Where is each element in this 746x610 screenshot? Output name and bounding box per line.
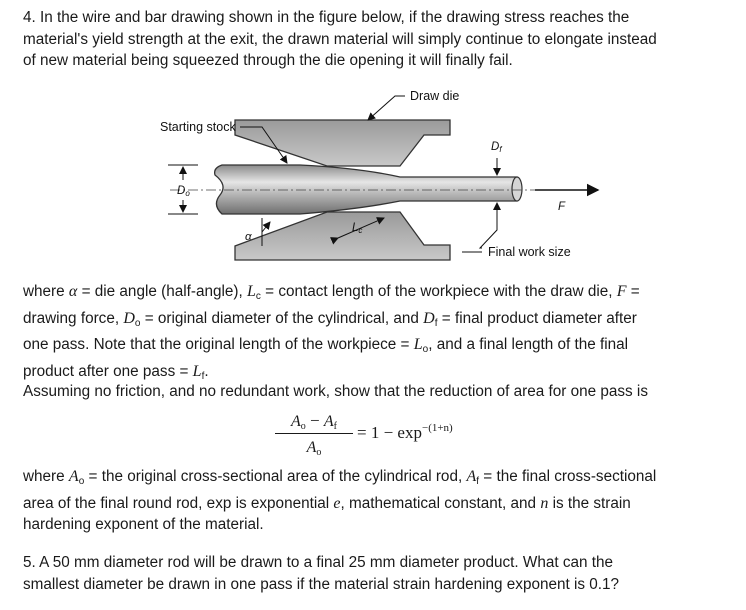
equation-denominator: $A_o$ xyxy=(306,439,322,458)
area-definitions-text xyxy=(23,466,735,536)
alpha-label: α xyxy=(245,231,252,243)
rod-end-face xyxy=(512,177,522,201)
q4-line-2: material's yield strength at the exit, the drawn material will simply continue to elongate instead xyxy=(23,30,657,48)
wire-drawing-figure xyxy=(0,0,746,270)
definitions-text xyxy=(23,281,735,387)
def-line-4: product after one pass = $L_f$. xyxy=(23,362,209,382)
area-def-line-3: hardening exponent of the material. xyxy=(23,516,264,533)
def-line-3: one pass. Note that the original length of the workpiece = $L_o$, and a final length of the final xyxy=(23,336,629,355)
q5-line-1: 5. A 50 mm diameter rod will be drawn to a final 25 mm diameter product. What can the xyxy=(23,554,614,571)
alpha-arrow xyxy=(262,222,270,232)
question-5-text xyxy=(23,552,735,595)
draw-die-label: Draw die xyxy=(410,89,460,103)
upper-die xyxy=(235,120,450,166)
starting-stock-label: Starting stock xyxy=(160,120,236,134)
def-line-1: where α = die angle (half-angle), $L_c$ = contact length of the workpiece with the draw die, F = xyxy=(23,283,640,302)
area-def-line-1: where $A_o$ = the original cross-sectional area of the cylindrical rod, $A_f$ = the final cross-sectional xyxy=(23,468,657,487)
force-label: F xyxy=(558,201,566,213)
final-work-size-label: Final work size xyxy=(488,245,571,259)
q4-line-1: 4. In the wire and bar drawing shown in the figure below, if the drawing stress reaches the xyxy=(23,9,630,26)
assumption-text: Assuming no friction, and no redundant work, show that the reduction of area for one pass is xyxy=(23,383,648,400)
fraction-bar xyxy=(275,433,353,434)
starting-stock-rod xyxy=(215,165,520,214)
area-def-line-2: area of the final round rod, exp is exponential e, mathematical constant, and n is the strain xyxy=(23,494,631,512)
equation-numerator: $A_o - A_f$ xyxy=(291,411,337,432)
q4-line-3: of new material being squeezed through the die opening it will finally fail. xyxy=(23,52,513,69)
equation-fraction xyxy=(275,410,353,458)
final-work-size-leader xyxy=(480,218,497,248)
def-line-2: drawing force, $D_o$ = original diameter of the cylindrical, and $D_f$ = final product diameter after xyxy=(23,309,637,329)
do-label: Do xyxy=(177,185,190,198)
q5-line-2: smallest diameter be drawn in one pass if the material strain hardening exponent is 0.1? xyxy=(23,575,620,593)
lc-label: Lc xyxy=(352,222,363,235)
df-label: Df xyxy=(491,141,502,154)
draw-die-leader xyxy=(368,96,405,120)
equation-rhs: = $1 - \exp^{-(1+n)}$ xyxy=(357,422,453,442)
